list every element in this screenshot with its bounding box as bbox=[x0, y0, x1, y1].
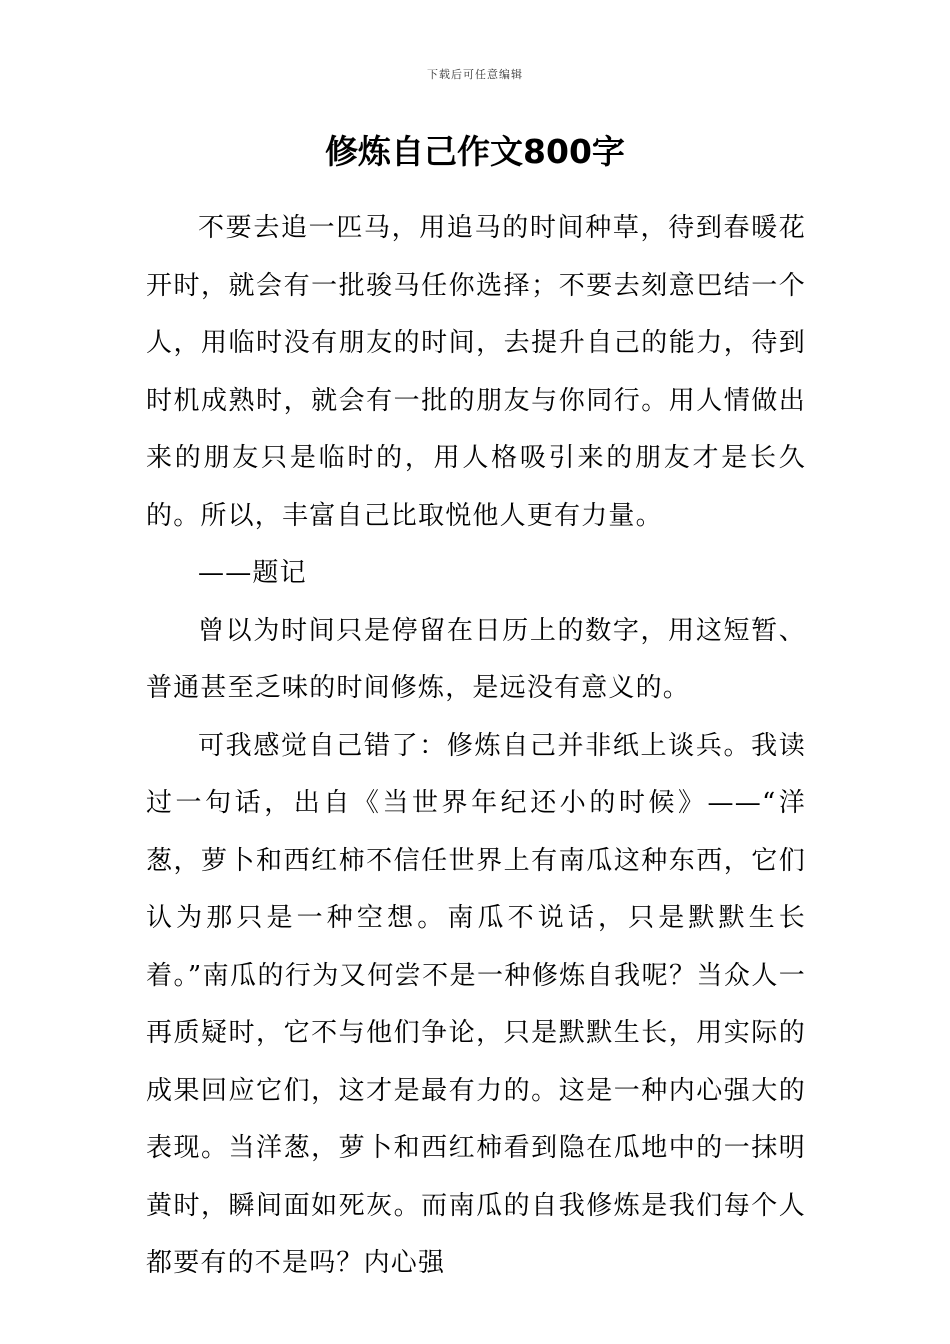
document-body bbox=[146, 200, 806, 1293]
paragraph-calendar: 曾以为时间只是停留在日历上的数字，用这短暂、普通甚至乏味的时间修炼，是远没有意义的。 bbox=[146, 615, 806, 703]
paragraph-intro: 不要去追一匹马，用追马的时间种草，待到春暖花开时，就会有一批骏马任你选择；不要去刻意巴结一个人，用临时没有朋友的时间，去提升自己的能力，待到时机成熟时，就会有一批的朋友与你同行。用人情做出来的朋友只是临时的，用人格吸引来的朋友才是长久的。所以，丰富自己比取悦他人更有力量。 bbox=[146, 213, 806, 531]
paragraph-pumpkin: 可我感觉自己错了：修炼自己并非纸上谈兵。我读过一句话，出自《当世界年纪还小的时候》——“洋葱，萝卜和西红柿不信任世界上有南瓜这种东西，它们认为那只是一种空想。南瓜不说话，只是默默生长着。”南瓜的行为又何尝不是一种修炼自我呢？当众人一再质疑时，它不与他们争论，只是默默生长，用实际的成果回应它们，这才是最有力的。这是一种内心强大的表现。当洋葱，萝卜和西红柿看到隐在瓜地中的一抹明黄时，瞬间面如死灰。而南瓜的自我修炼是我们每个人都要有的不是吗？内心强 bbox=[146, 730, 806, 1278]
document-title: 修炼自己作文800字 bbox=[325, 132, 625, 171]
header-note: 下载后可任意编辑 bbox=[427, 68, 523, 81]
paragraph-epigraph-attribution: ——题记 bbox=[198, 558, 307, 588]
